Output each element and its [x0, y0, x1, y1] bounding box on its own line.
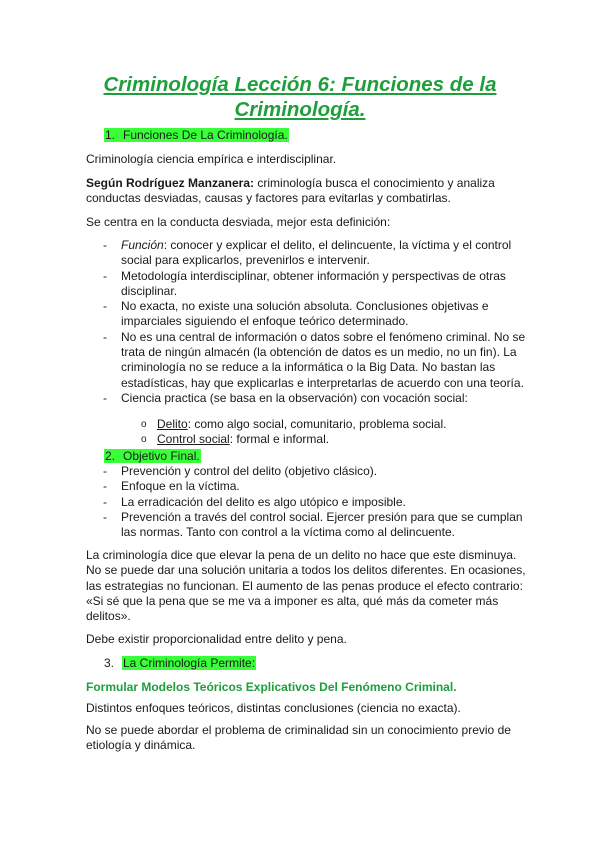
section-2-highlight	[104, 449, 201, 463]
rodriguez-text: criminología busca el conocimiento y analiza conductas desviadas, causas y factores para evitarlas y combatirlas.	[86, 176, 495, 206]
section-3-number: 3.	[104, 656, 115, 670]
sublist-item: o Control social: formal e informal.	[141, 432, 330, 447]
rodriguez-paragraph	[86, 176, 526, 207]
list-item-italic: Función	[121, 238, 164, 252]
functions-list	[86, 238, 526, 406]
practice-sublist	[86, 417, 526, 448]
list-item: - Metodología interdisciplinar, obtener información y perspectivas de otras disciplinar.	[103, 268, 506, 298]
list-item: - Función: conocer y explicar el delito, el delincuente, la víctima y el control social para explicarlos, prevenirlos e intervenir.	[103, 238, 512, 268]
green-subheading: Formular Modelos Teóricos Explicativos Del Fenómeno Criminal.	[86, 680, 457, 694]
objectives-list	[86, 464, 526, 540]
section-1-number: 1.	[105, 128, 116, 142]
section-1-label: Funciones De La Criminología.	[123, 128, 288, 142]
list-item: - Enfoque en la víctima.	[103, 479, 240, 494]
section-3-highlight	[122, 656, 256, 670]
section-2-label: Objetivo Final.	[123, 449, 200, 463]
list-item: - Prevención y control del delito (objetivo clásico).	[103, 464, 378, 478]
document-title: Criminología Lección 6: Funciones de la Criminología.	[103, 73, 497, 121]
section-3-heading	[86, 656, 526, 671]
proportionality-paragraph: Debe existir proporcionalidad entre delito y pena.	[86, 632, 347, 646]
rodriguez-author: Según Rodríguez Manzanera:	[86, 176, 255, 190]
intro-paragraph: Criminología ciencia empírica e interdisciplinar.	[86, 152, 337, 166]
circle-bullet-icon: o	[141, 434, 147, 446]
section-2-heading	[86, 449, 526, 464]
section-3-label: La Criminología Permite:	[123, 656, 256, 670]
list-item: - Ciencia practica (se basa en la observación) con vocación social:	[103, 390, 468, 405]
penalty-paragraph: La criminología dice que elevar la pena de un delito no hace que este disminuya. No se puede dar una solución unitaria a todos los delitos diferentes. En ocasiones, las estrategias no funcionan. El aumento de las penas produce el efecto contrario: «Si sé que la pena que se me va a imponer es alta, qué más da cometer más delitos».	[86, 548, 526, 624]
circle-bullet-icon: o	[141, 419, 147, 430]
definition-intro: Se centra en la conducta desviada, mejor esta definición:	[86, 215, 391, 229]
section-1-highlight	[104, 128, 289, 142]
approaches-paragraph: Distintos enfoques teóricos, distintas conclusiones (ciencia no exacta).	[86, 701, 461, 715]
sublist-item: o Delito: como algo social, comunitario, problema social.	[141, 417, 447, 431]
list-item: - Prevención a través del control social. Ejercer presión para que se cumplan las normas. Tanto con control a la víctima como al delincuente.	[103, 509, 523, 540]
list-item: - La erradicación del delito es algo utópico e imposible.	[103, 494, 406, 509]
list-item: - No exacta, no existe una solución absoluta. Conclusiones objetivas e imparciales siguiendo el enfoque teórico determinado.	[103, 299, 489, 329]
section-1-heading	[86, 128, 526, 143]
list-item: - No es una central de información o datos sobre el fenómeno criminal. No se trata de ningún almacén (la obtención de datos es un medio, no un fin). La criminología no se reduce a la informática o la Big Data. No bastan las estadísticas, hay que explicarlas e interpretarlas de acuerdo con una teoría.	[103, 329, 526, 390]
section-2-number: 2.	[105, 449, 116, 463]
etiology-paragraph: No se puede abordar el problema de criminalidad sin un conocimiento previo de etiología y dinámica.	[86, 723, 511, 753]
